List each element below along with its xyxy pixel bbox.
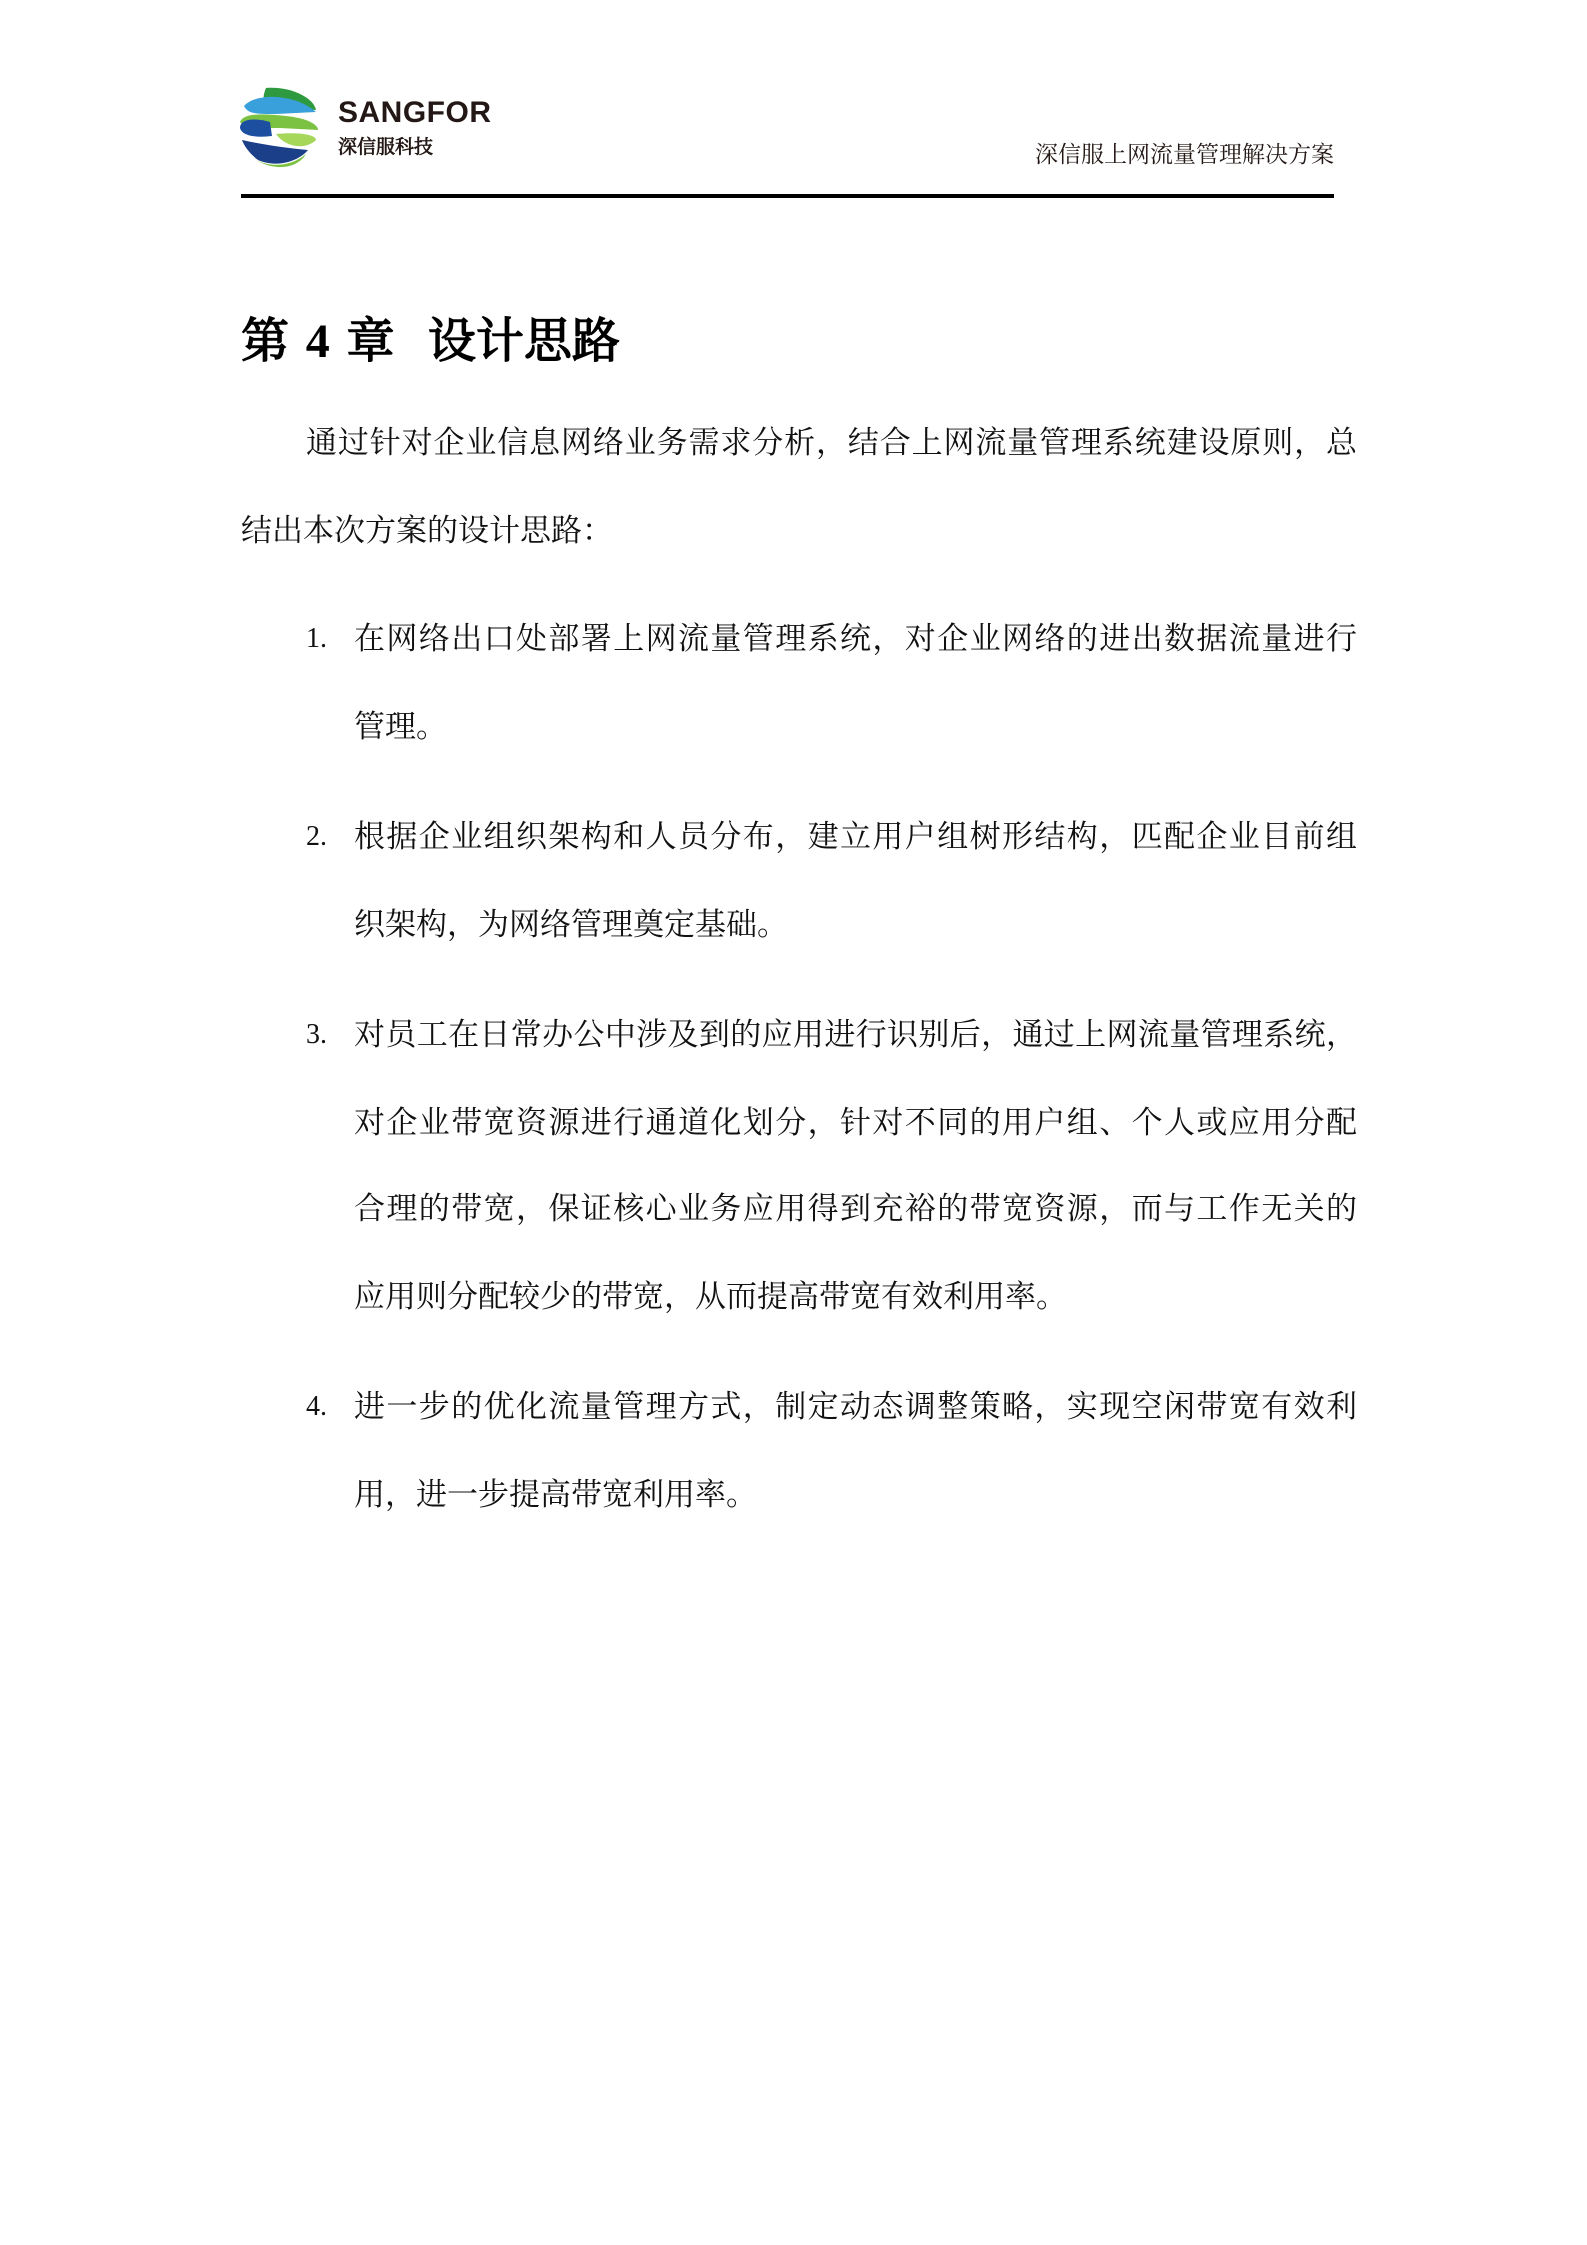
list-item-line: 在网络出口处部署上网流量管理系统，对企业网络的进出数据流量进行 bbox=[354, 621, 1357, 657]
chapter-title: 设计思路 bbox=[427, 313, 620, 369]
list-item-line: 应用则分配较少的带宽，从而提高带宽有效利用率。 bbox=[354, 1279, 1067, 1315]
list-item-line: 织架构，为网络管理奠定基础。 bbox=[354, 907, 788, 943]
list-item-line: 对企业带宽资源进行通道化划分，针对不同的用户组、个人或应用分配 bbox=[354, 1105, 1357, 1141]
list-number: 4. bbox=[306, 1391, 327, 1422]
chapter-prefix: 第 bbox=[241, 313, 290, 369]
brand-name: SANGFOR bbox=[338, 96, 492, 129]
document-title: 深信服上网流量管理解决方案 bbox=[1035, 142, 1334, 168]
list-item-line: 根据企业组织架构和人员分布，建立用户组树形结构，匹配企业目前组 bbox=[354, 819, 1357, 855]
list-item-line: 用，进一步提高带宽利用率。 bbox=[354, 1477, 757, 1513]
list-number: 2. bbox=[306, 821, 327, 852]
list-item-line: 合理的带宽，保证核心业务应用得到充裕的带宽资源，而与工作无关的 bbox=[354, 1191, 1357, 1227]
header-divider bbox=[241, 194, 1334, 198]
list-number: 1. bbox=[306, 623, 327, 654]
chapter-number: 4 bbox=[305, 315, 330, 368]
brand-name-cn: 深信服科技 bbox=[338, 136, 434, 158]
sangfor-logo-icon bbox=[236, 84, 322, 170]
list-item-line: 管理。 bbox=[354, 709, 447, 745]
intro-line: 通过针对企业信息网络业务需求分析，结合上网流量管理系统建设原则，总 bbox=[306, 425, 1357, 461]
list-item-line: 进一步的优化流量管理方式，制定动态调整策略，实现空闲带宽有效利 bbox=[354, 1389, 1357, 1425]
list-item-line: 对员工在日常办公中涉及到的应用进行识别后，通过上网流量管理系统， bbox=[354, 1017, 1357, 1053]
intro-line: 结出本次方案的设计思路： bbox=[241, 513, 613, 549]
list-number: 3. bbox=[306, 1019, 327, 1050]
chapter-heading bbox=[241, 302, 620, 371]
chapter-suffix: 章 bbox=[346, 313, 395, 369]
